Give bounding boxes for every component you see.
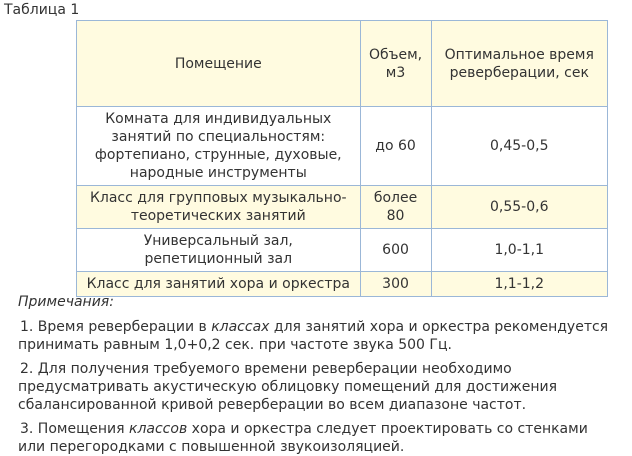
notes-title: Примечания: (18, 294, 114, 310)
cell-room: Комната для индивидуальных занятий по специальностям: фортепиано, струнные, духовые, народные инструменты (77, 107, 361, 186)
table-row (77, 229, 608, 272)
cell-volume: 600 (360, 229, 431, 272)
cell-reverb-time: 1,0-1,1 (431, 229, 608, 272)
note-3 (18, 420, 618, 456)
header-reverb-time: Оптимальное время реверберации, сек (431, 21, 608, 107)
cell-reverb-time: 0,55-0,6 (431, 186, 608, 229)
cell-room: Класс для занятий хора и оркестра (77, 272, 361, 297)
table-row (77, 272, 608, 297)
table-header-row (77, 21, 608, 107)
reverberation-table (76, 20, 608, 297)
table-row (77, 107, 608, 186)
note-2: 2. Для получения требуемого времени реверберации необходимо предусматривать акустическую облицовку помещений для достижения сбалансированной кривой реверберации во всем диапазоне частот. (18, 361, 557, 413)
header-room: Помещение (77, 21, 361, 107)
cell-reverb-time: 1,1-1,2 (431, 272, 608, 297)
cell-volume: до 60 (360, 107, 431, 186)
header-volume: Объем, м3 (360, 21, 431, 107)
cell-reverb-time: 0,45-0,5 (431, 107, 608, 186)
note-3-emphasis: классов (129, 421, 188, 437)
cell-volume: 300 (360, 272, 431, 297)
table-caption: Таблица 1 (4, 2, 80, 18)
note-3-text-a: 3. Помещения (20, 421, 129, 437)
note-1-text-a: 1. Время реверберации в (20, 319, 212, 335)
table-row (77, 186, 608, 229)
cell-room: Класс для групповых музыкально-теоретических занятий (77, 186, 361, 229)
note-3-text-b: хора и оркестра следует проектировать со стенками или перегородками с повышенной звукоизоляцией. (18, 421, 588, 455)
cell-volume: более 80 (360, 186, 431, 229)
note-1-text-b: для занятий хора и оркестра рекомендуется принимать равным 1,0+0,2 сек. при частоте звука 500 Гц. (18, 319, 609, 353)
cell-room: Универсальный зал, репетиционный зал (77, 229, 361, 272)
note-1-emphasis: классах (211, 319, 270, 335)
note-1 (18, 318, 618, 354)
